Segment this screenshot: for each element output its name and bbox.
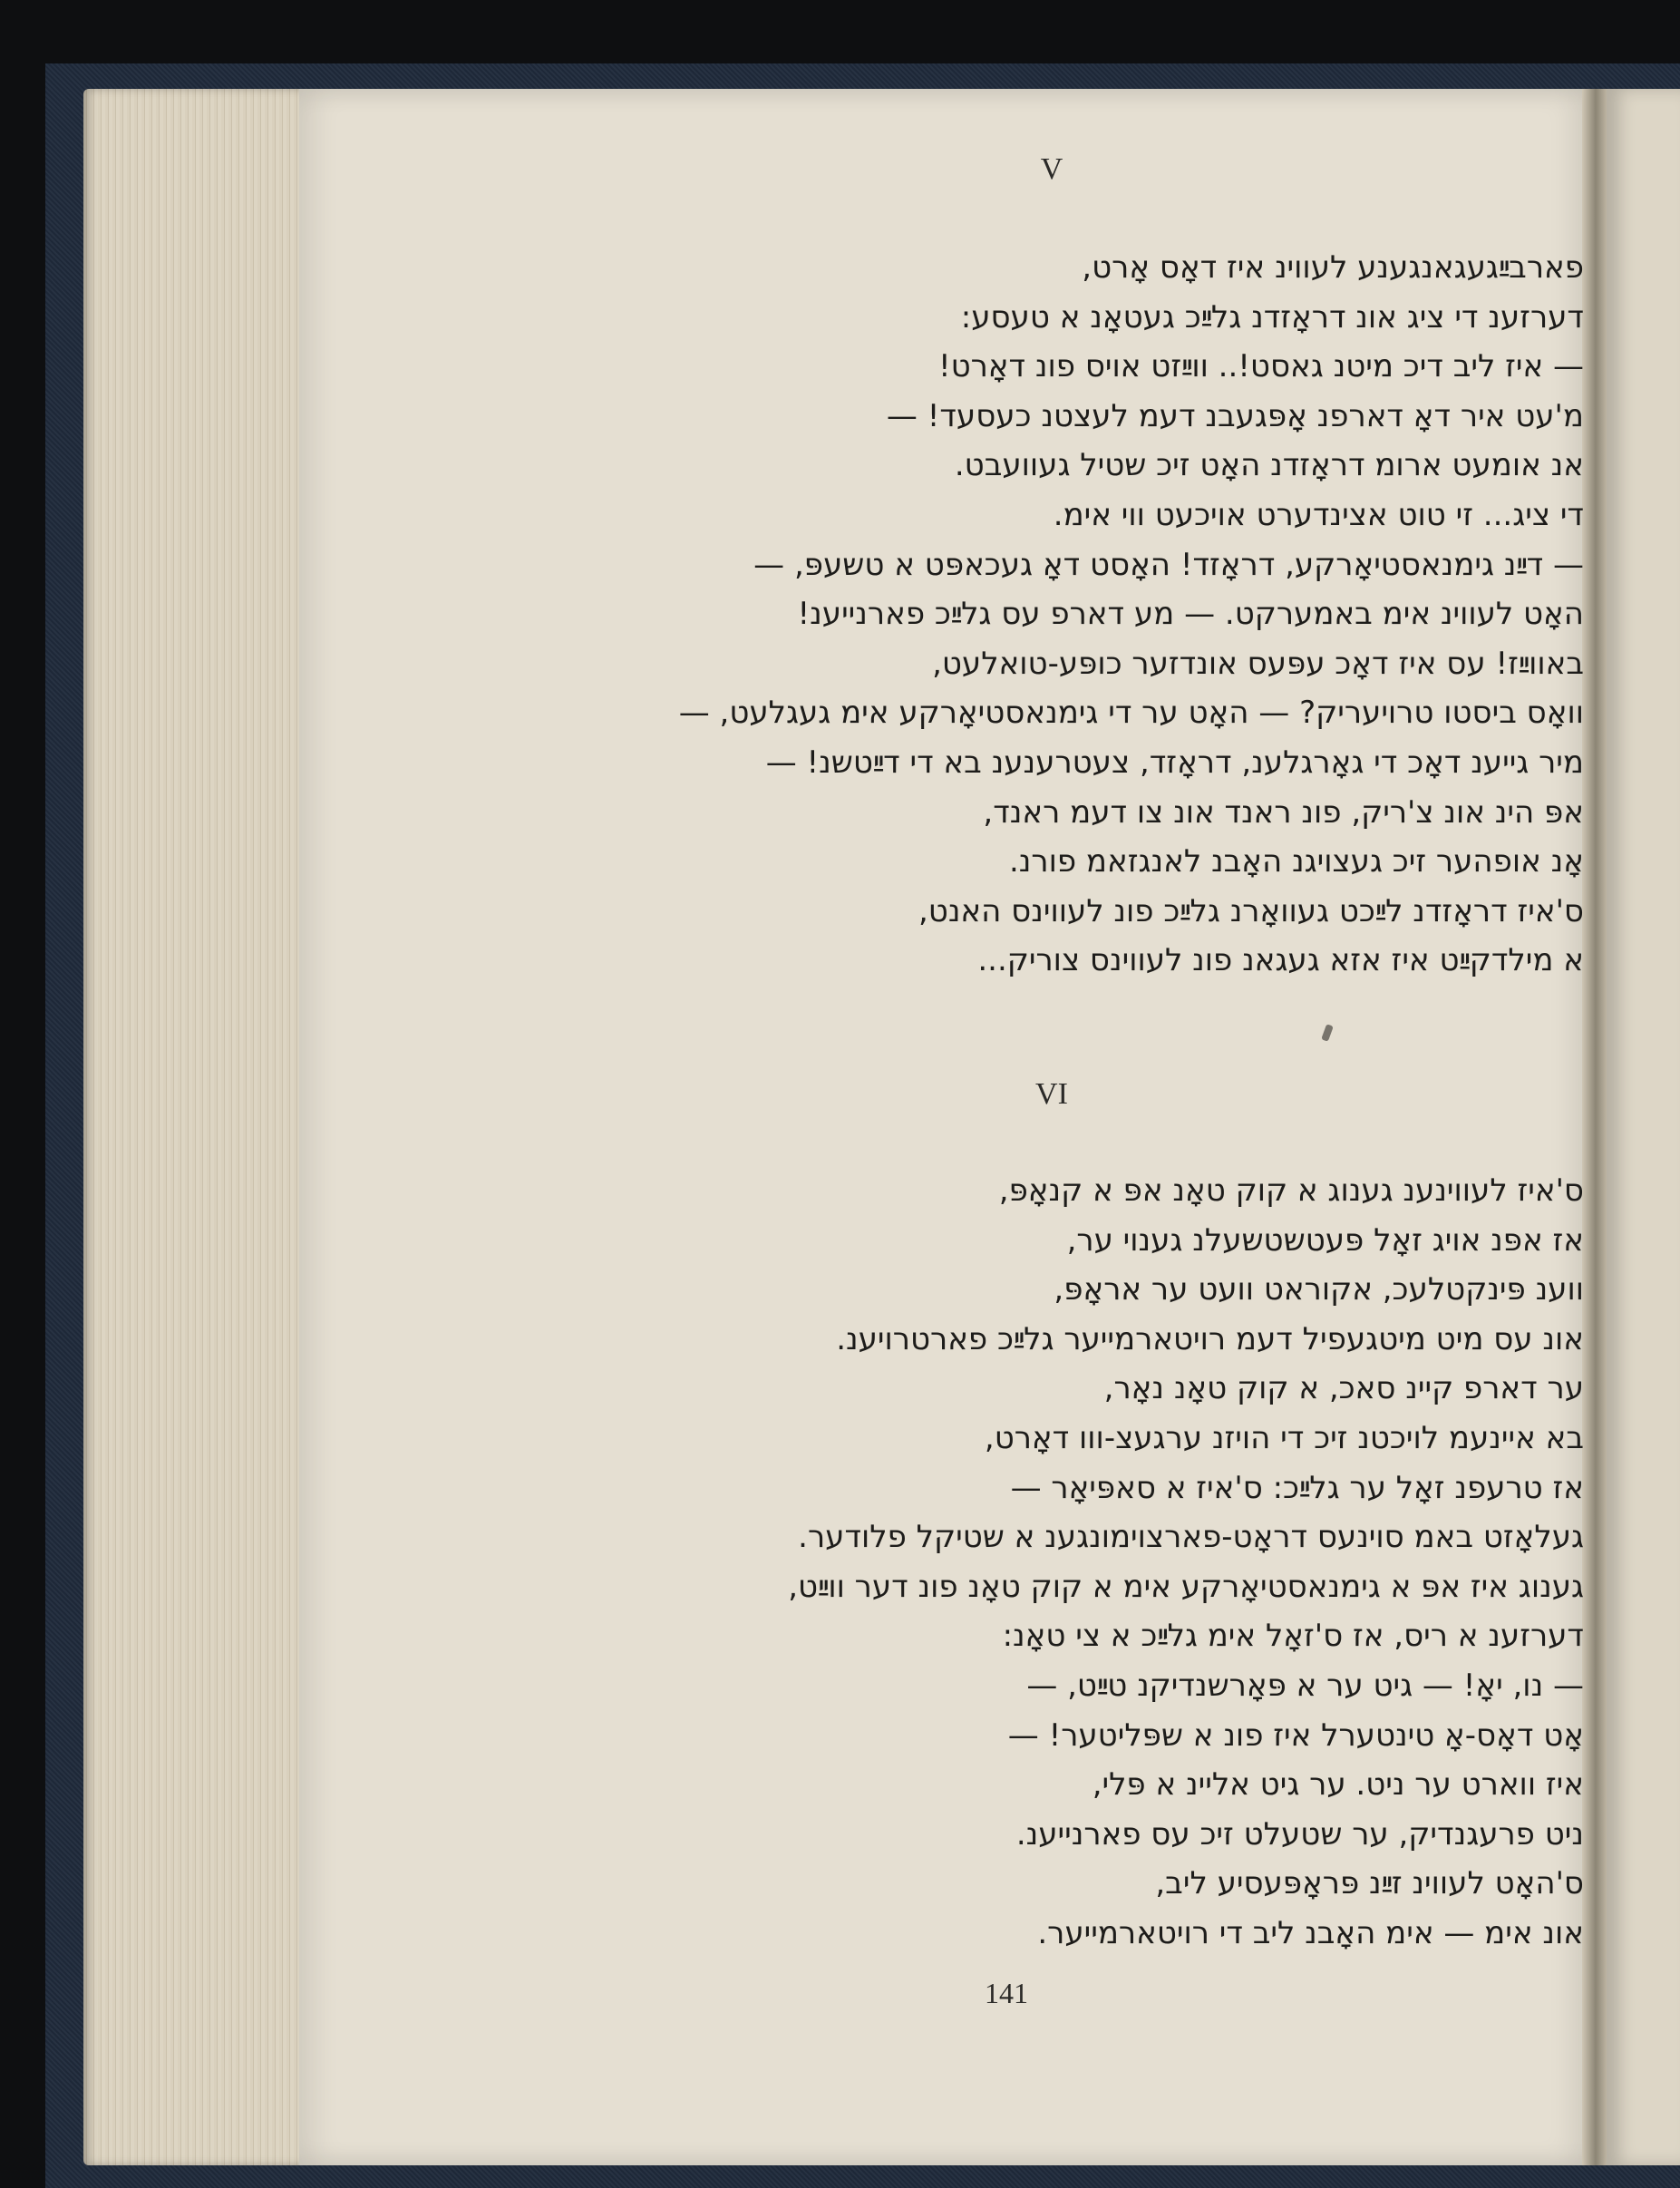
verse-line: דערזענ א ריס, אז ס'זאָל אימ גלײַכ א צי טאָנ: (1002, 1618, 1584, 1655)
section-numeral-vi: VI (1035, 1077, 1068, 1111)
section-numeral-v: V (1040, 152, 1063, 186)
verse-line: ס'האָט לעווינ זײַנ פּראָפּעסיע ליב, (1155, 1865, 1584, 1902)
verse-line: ס'איז דראָזדנ לײַכט געוואָרנ גלײַכ פונ לעווינס האנט, (918, 892, 1584, 929)
verse-line: באווײַז! עס איז דאָכ עפּעס אונדזער כופּע-טואלעט, (932, 645, 1584, 682)
verse-line: אז טרעפנ זאָל ער גלײַכ: ס'איז א סאפּיאָר — (1010, 1469, 1584, 1506)
book-gutter (1582, 89, 1609, 2165)
verse-line: ס'איז לעווינענ גענוג א קוק טאָנ אפּ א קנאָפּ, (998, 1172, 1584, 1209)
page-number: 141 (985, 1977, 1028, 2009)
verse-line: אָט דאָס-אָ טינטערל איז פונ א שפּליטער! — (1007, 1716, 1584, 1754)
verse-line: אנ אומעט ארומ דראָזדנ האָט זיכ שטיל געוועבט. (954, 447, 1584, 484)
verse-line: דערזענ די ציג אונ דראָזדנ גלײַכ געטאָנ א טעסע: (960, 298, 1584, 335)
verse-line: א מילדקײַט איז אזא געגאנ פונ לעווינס צוריק... (977, 942, 1584, 979)
verse-line: די ציג... זי טוט אצינדערט אויכעט ווי אימ. (1053, 496, 1584, 533)
verse-line: ווענ פּינקטלעכ, אקוראט וועט ער אראָפּ, (1054, 1271, 1584, 1308)
verse-line: — איז ליב דיכ מיטנ גאסט!.. ווײַזט אויס פונ דאָרט! (937, 348, 1584, 385)
verse-line: גענוג איז אפּ א גימנאסטיאָרקע אימ א קוק טאָנ פונ דער ווײַט, (788, 1568, 1584, 1605)
verse-line: — נו, יאָ! — גיט ער א פּאָרשנדיקנ טײַט, — (1026, 1667, 1584, 1704)
verse-line: פארבײַגעגאנגענע לעווינ איז דאָס אָרט, (1082, 249, 1584, 286)
page-edges (83, 89, 301, 2165)
verse-line: וואָס ביסטו טרויעריק? — האָט ער די גימנאסטיאָרקע אימ געגלעט, — (678, 695, 1584, 732)
verse-line: געלאָזט באמ סוינעס דראָט-פארצוימונגענ א שטיקל פלודער. (798, 1519, 1584, 1556)
verse-line: מ'עט איר דאָ דארפנ אָפּגעבנ דעמ לעצטנ כעסעד! — (886, 397, 1584, 434)
verse-line: אז אפּנ אויג זאָל פּעטשטשעלנ גענוי ער, (1066, 1221, 1584, 1259)
verse-line: ניט פרעגנדיק, ער שטעלט זיכ עס פארנייענ. (1015, 1815, 1584, 1853)
verse-line: אונ עס מיט מיטגעפיל דעמ רויטארמייער גלײַכ פארטרויענ. (836, 1320, 1584, 1357)
verse-line: אָנ אופהער זיכ געצויגנ האָבנ לאנגזאמ פורנ. (1009, 843, 1584, 880)
verse-line: האָט לעווינ אימ באמערקט. — מע דארפ עס גלײַכ פארנייענ! (797, 596, 1584, 633)
verse-line: — דײַנ גימנאסטיאָרקע, דראָזד! האָסט דאָ געכאפּט א טשעפּ, — (753, 546, 1584, 583)
section-vi-text (788, 1166, 1584, 1959)
section-v-text (679, 243, 1584, 986)
facing-page-edge (1607, 89, 1680, 2165)
verse-line: ער דארפ קיינ סאכ, א קוק טאָנ נאָר, (1103, 1370, 1584, 1407)
verse-line: אפּ הינ אונ צ'ריק, פונ ראנד אונ צו דעמ ראנד, (983, 793, 1584, 831)
verse-line: בא איינעמ לויכטנ זיכ די הויזנ ערגעצ-ווו דאָרט, (984, 1419, 1584, 1456)
verse-line: מיר גייענ דאָכ די גאָרגלענ, דראָזד, צעטרענענ בא די דײַטשנ! — (765, 744, 1584, 781)
verse-line: איז ווארט ער ניט. ער גיט אליינ א פּלי, (1092, 1766, 1584, 1804)
verse-line: אונ אימ — אימ האָבנ ליב די רויטארמייער. (1037, 1914, 1584, 1951)
